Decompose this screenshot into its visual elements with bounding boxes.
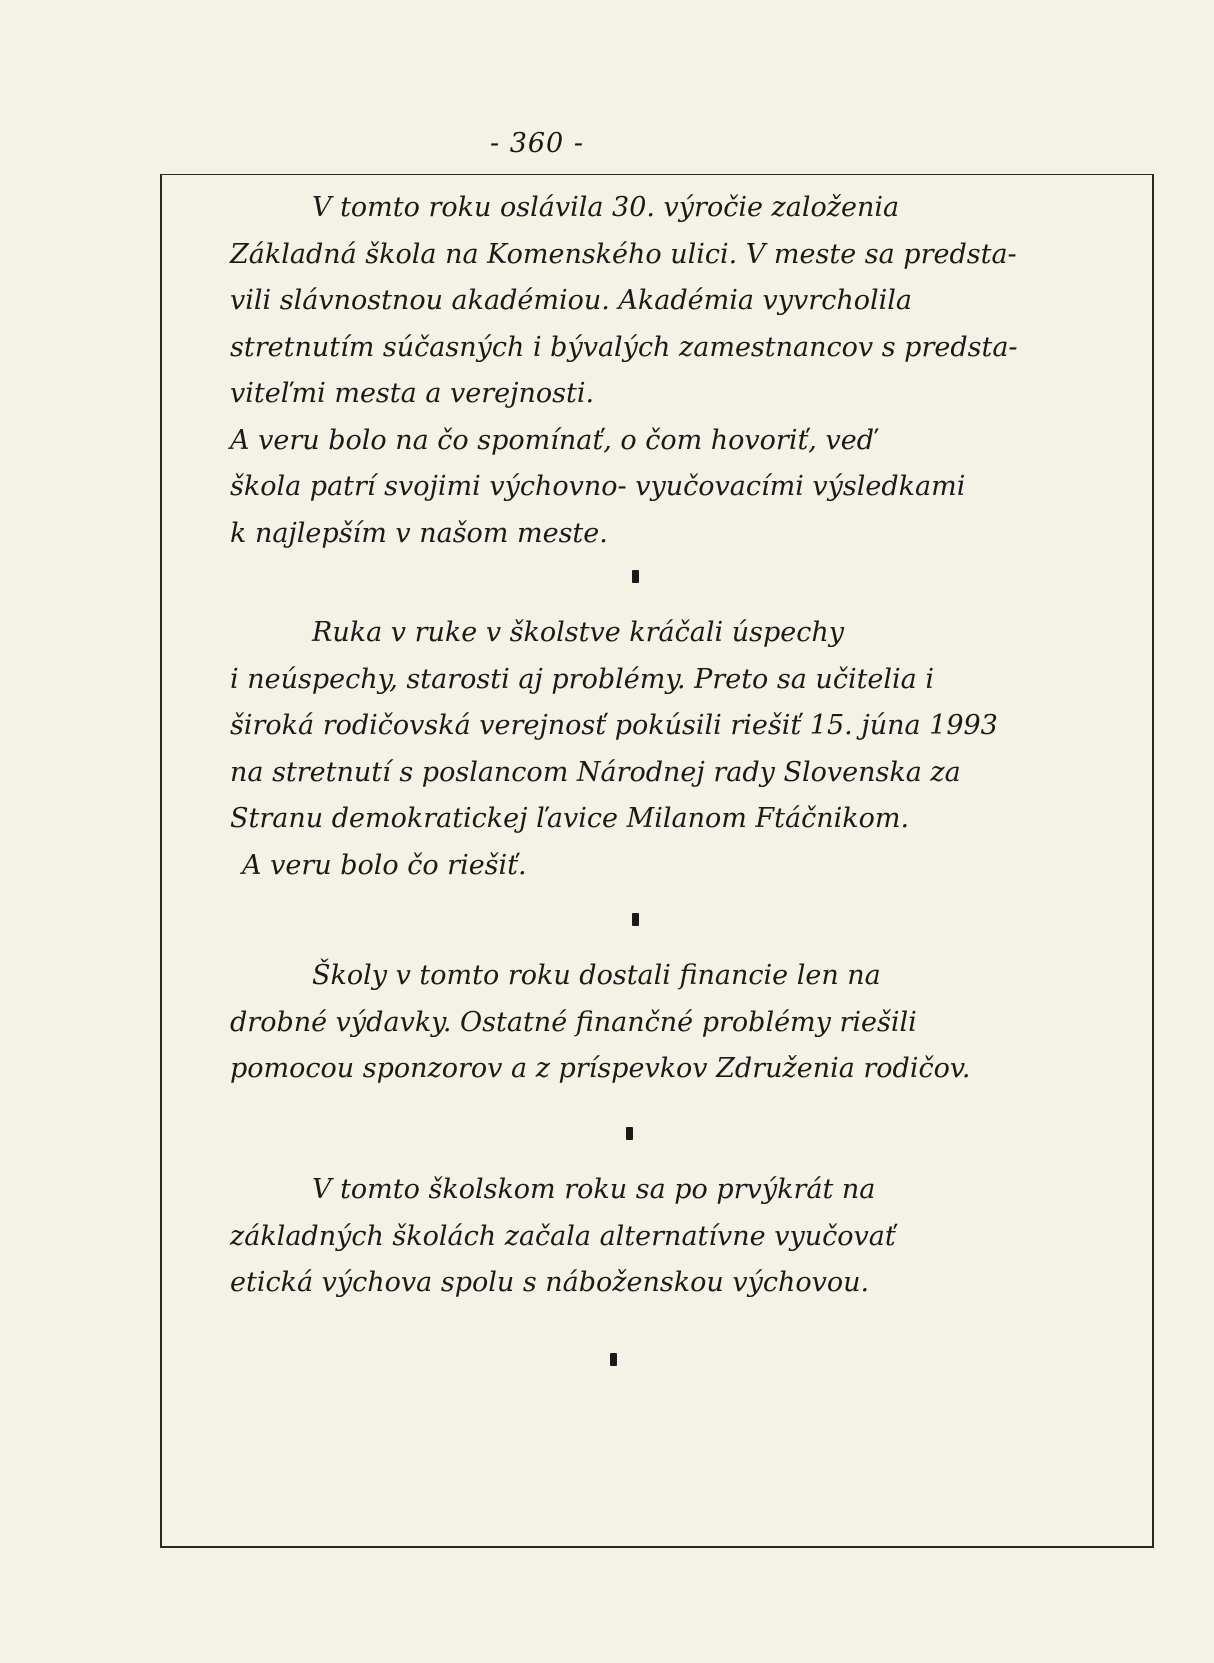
text-line: pomocou sponzorov a z príspevkov Združenia rodičov. xyxy=(230,1053,971,1084)
text-line: i neúspechy, starosti aj problémy. Preto sa učitelia i xyxy=(230,663,934,695)
text-line: A veru bolo na čo spomínať, o čom hovoriť, veď xyxy=(230,424,874,456)
text-line: stretnutím súčasných i bývalých zamestnancov s predsta- xyxy=(230,331,1018,363)
paragraph-1 xyxy=(230,185,1130,557)
text-line: k najlepším v našom meste. xyxy=(230,517,608,549)
text-line: Školy v tomto roku dostali financie len na xyxy=(312,960,881,991)
text-line: viteľmi mesta a verejnosti. xyxy=(230,378,595,409)
section-separator xyxy=(610,1353,617,1366)
text-line: A veru bolo čo riešiť. xyxy=(242,849,527,881)
section-separator xyxy=(626,1127,633,1140)
paragraph-4 xyxy=(230,1167,1130,1307)
text-line: drobné výdavky. Ostatné finančné problémy riešili xyxy=(230,1006,917,1038)
text-line: Základná škola na Komenského ulici. V meste sa predsta- xyxy=(230,238,1017,270)
text-line: Stranu demokratickej ľavice Milanom Ftáčnikom. xyxy=(230,803,910,834)
text-line: vili slávnostnou akadémiou. Akadémia vyvrcholila xyxy=(230,285,912,316)
text-line: široká rodičovská verejnosť pokúsili riešiť 15. júna 1993 xyxy=(230,710,998,741)
page-number: - 360 - xyxy=(490,128,584,159)
paragraph-3 xyxy=(230,953,1130,1093)
text-line: etická výchova spolu s náboženskou výchovou. xyxy=(230,1267,870,1298)
section-separator xyxy=(632,913,639,926)
text-line: Ruka v ruke v školstve kráčali úspechy xyxy=(312,617,844,648)
text-line: V tomto roku oslávila 30. výročie založenia xyxy=(312,192,900,223)
document-frame xyxy=(160,174,1154,1548)
text-line: škola patrí svojimi výchovno- vyučovacími výsledkami xyxy=(230,471,966,502)
text-line: na stretnutí s poslancom Národnej rady Slovenska za xyxy=(230,756,961,788)
text-line: základných školách začala alternatívne vyučovať xyxy=(230,1220,896,1252)
section-separator xyxy=(632,570,639,583)
text-line: V tomto školskom roku sa po prvýkrát na xyxy=(312,1174,876,1205)
paragraph-2 xyxy=(230,610,1130,889)
